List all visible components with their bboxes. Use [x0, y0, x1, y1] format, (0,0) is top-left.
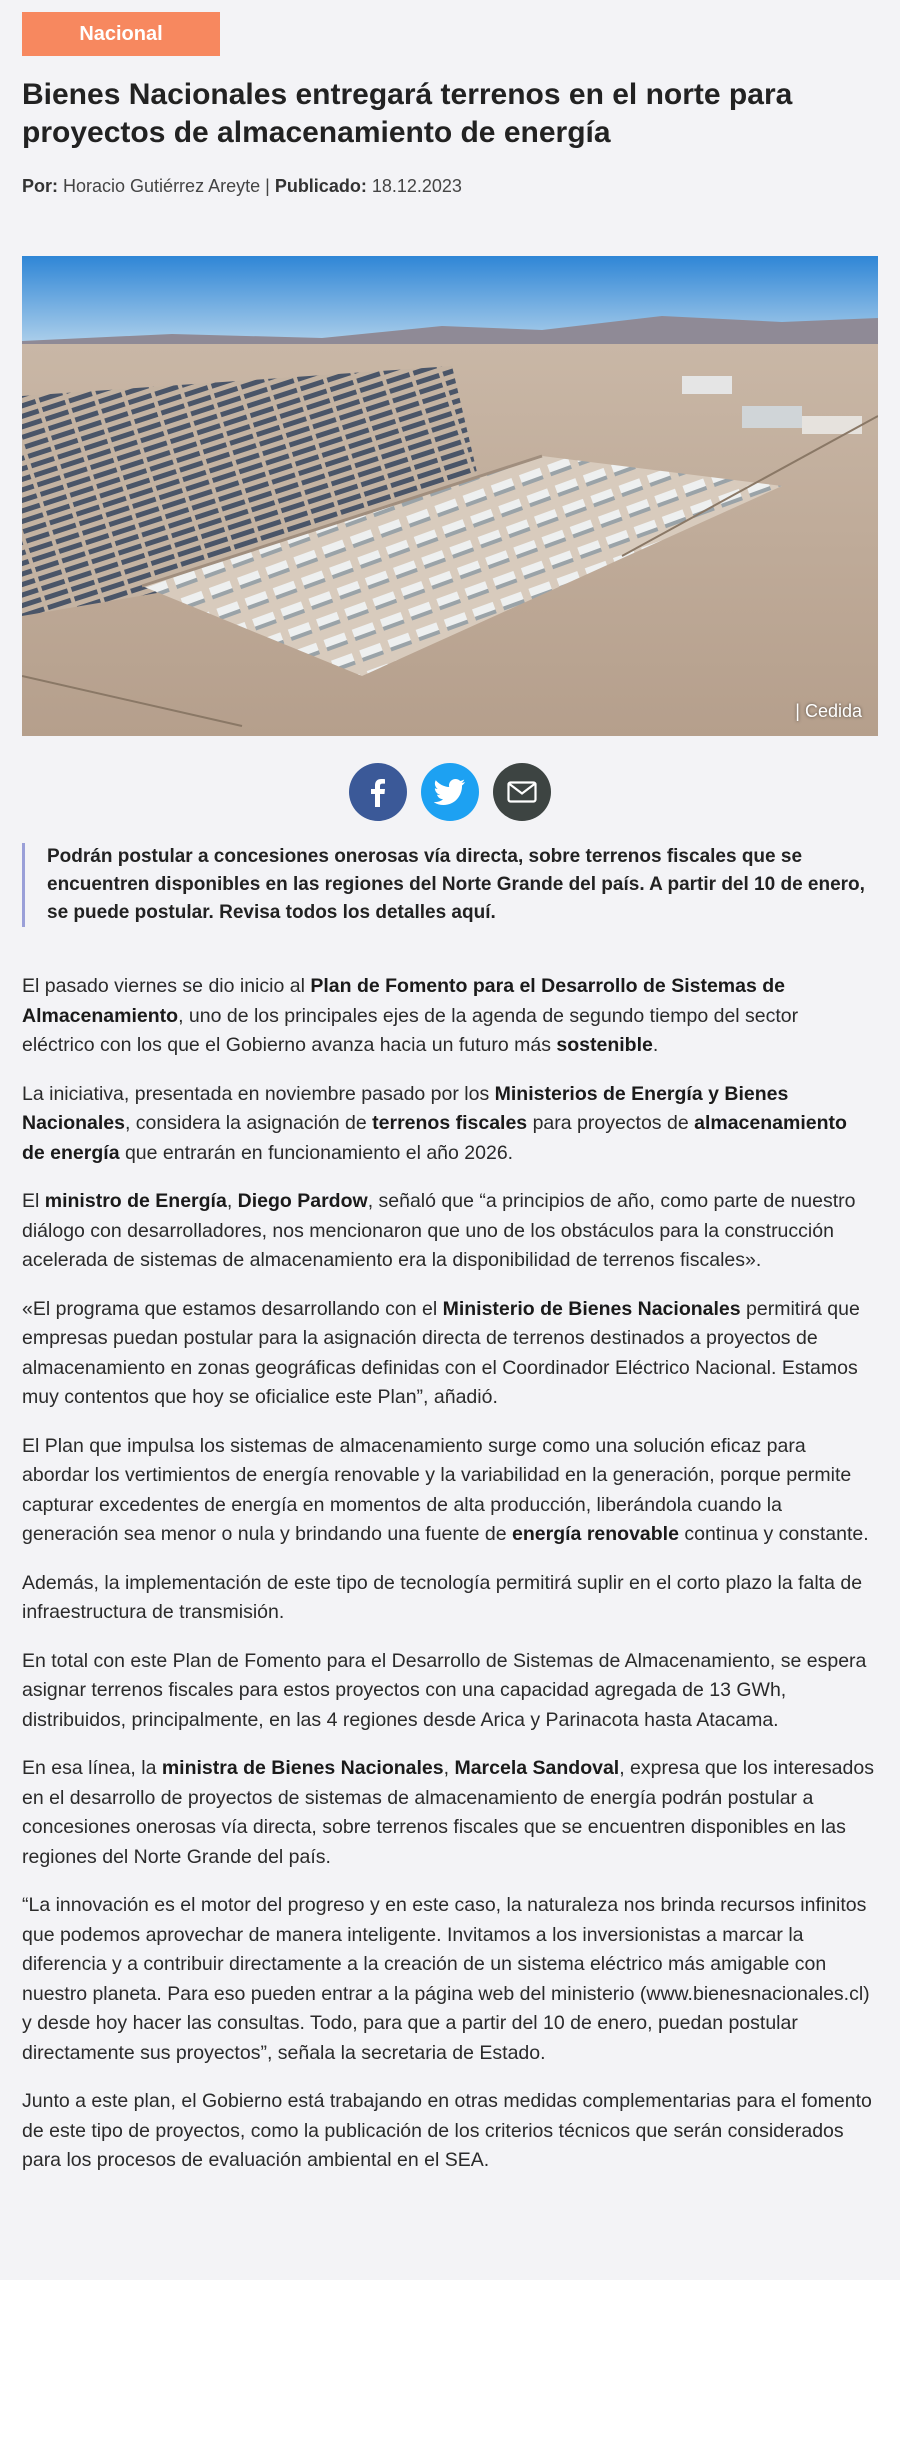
share-bar — [349, 763, 551, 821]
article-body — [22, 972, 874, 2195]
paragraph: Además, la implementación de este tipo de tecnología permitirá suplir en el corto plazo la falta de infraestructura de transmisión. — [22, 1571, 863, 1623]
article-lead: Podrán postular a concesiones onerosas vía directa, sobre terrenos fiscales que se encuentren disponibles en las regiones del Norte Grande del país. A partir del 10 de enero, se puede postular. Revisa todos los detalles aquí. — [22, 843, 867, 927]
twitter-icon — [434, 778, 466, 806]
paragraph: El pasado viernes se dio inicio al Plan de Fomento para el Desarrollo de Sistemas de Almacenamiento, uno de los principales ejes de la agenda de segundo tiempo del sector eléctrico con los que el Gobierno avanza hacia un futuro más sostenible. — [22, 975, 799, 1056]
battery-storage-plant-photo — [22, 256, 878, 736]
paragraph: El ministro de Energía, Diego Pardow, señaló que “a principios de año, como parte de nuestro diálogo con desarrolladores, nos mencionaron que uno de los obstáculos para la construcción acelerada de sistemas de almacenamiento era la disponibilidad de terrenos fiscales». — [22, 1190, 856, 1271]
facebook-share-button[interactable] — [349, 763, 407, 821]
byline-separator: | — [265, 176, 270, 196]
paragraph: “La innovación es el motor del progreso y en este caso, la naturaleza nos brinda recursos infinitos que podemos aprovechar de manera inteligente. Invitamos a los inversionistas a marcar la diferencia y a contribuir directamente a la creación de un sistema eléctrico más amigable con nuestro planeta. Para eso pueden entrar a la página web del ministerio (www.bienesnacionales.cl) y desde hoy hacer las consultas. Todo, para que a partir del 10 de enero, puedan postular directamente sus proyectos”, señala la secretaria de Estado. — [22, 1894, 870, 2064]
paragraph: En total con este Plan de Fomento para el Desarrollo de Sistemas de Almacenamiento, se espera asignar terrenos fiscales para estos proyectos con una capacidad agregada de 13 GWh, distribuidos, principalmente, en las 4 regiones desde Arica y Parinacota hasta Atacama. — [22, 1649, 867, 1731]
facebook-icon — [365, 777, 391, 807]
twitter-share-button[interactable] — [421, 763, 479, 821]
paragraph: Junto a este plan, el Gobierno está trabajando en otras medidas complementarias para el fomento de este tipo de proyectos, como la publicación de los criterios técnicos que serán considerados para los procesos de evaluación ambiental en el SEA. — [22, 2090, 872, 2171]
date-label: Publicado: — [274, 176, 367, 196]
paragraph: El Plan que impulsa los sistemas de almacenamiento surge como una solución eficaz para abordar los vertimientos de energía renovable y la variabilidad en la generación, porque permite capturar excedentes de energía en momentos de alta producción, liberándola cuando la generación sea menor o nula y brindando una fuente de energía renovable continua y constante. — [22, 1434, 869, 1545]
email-share-button[interactable] — [493, 763, 551, 821]
author-name: Horacio Gutiérrez Areyte — [63, 176, 261, 196]
section-tag[interactable]: Nacional — [22, 12, 220, 56]
image-credit: | Cedida — [795, 701, 862, 721]
paragraph: En esa línea, la ministra de Bienes Nacionales, Marcela Sandoval, expresa que los interesados en el desarrollo de proyectos de sistemas de almacenamiento de energía podrán postular a concesiones onerosas vía directa, sobre terrenos fiscales que se encuentren disponibles en las regiones del Norte Grande del país. — [22, 1757, 874, 1868]
article-headline: Bienes Nacionales entregará terrenos en el norte para proyectos de almacenamiento de energía — [22, 78, 793, 149]
mail-icon — [507, 781, 537, 803]
paragraph: La iniciativa, presentada en noviembre pasado por los Ministerios de Energía y Bienes Nacionales, considera la asignación de terrenos fiscales para proyectos de almacenamiento de energía que entrarán en funcionamiento el año 2026. — [22, 1082, 847, 1164]
paragraph: «El programa que estamos desarrollando con el Ministerio de Bienes Nacionales permitirá que empresas puedan postular para la asignación directa de terrenos destinados a proyectos de almacenamiento en zonas geográficas definidas con el Coordinador Eléctrico Nacional. Estamos muy contentos que hoy se oficialice este Plan”, añadió. — [22, 1297, 860, 1408]
hero-image — [22, 256, 878, 736]
publish-date: 18.12.2023 — [371, 176, 462, 196]
author-label: Por: — [22, 176, 58, 196]
byline — [22, 176, 462, 197]
